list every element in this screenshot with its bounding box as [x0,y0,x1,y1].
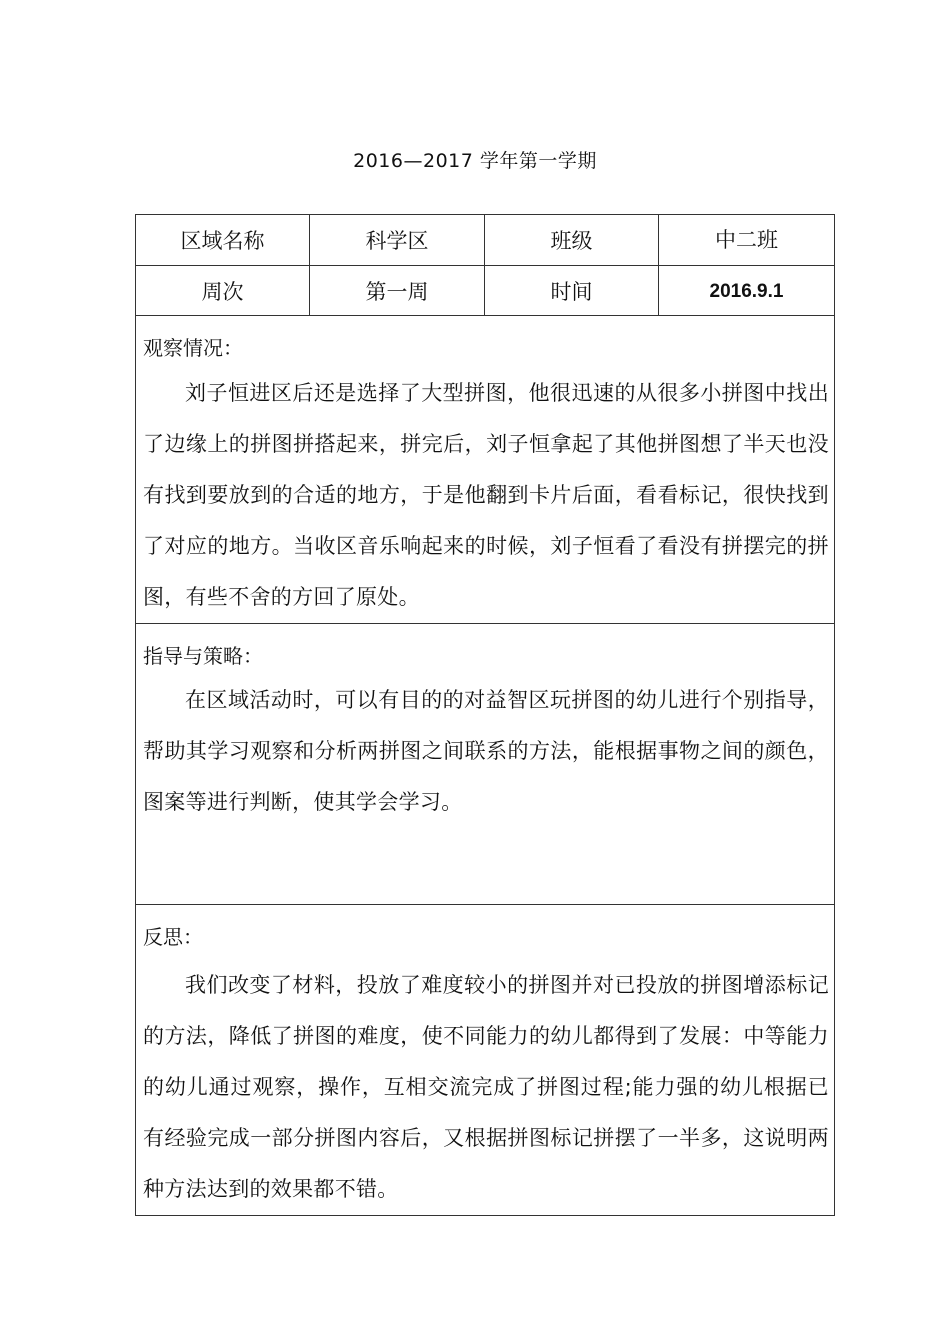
observation-record-table [135,214,835,1216]
cell-label-class: 班级 [485,215,659,266]
observation-label: 观察情况： [143,336,243,360]
section-guidance [136,624,835,905]
cell-value-time: 2016.9.1 [659,266,835,316]
cell-value-week: 第一周 [310,266,485,316]
cell-label-time: 时间 [485,266,659,316]
observation-cell [136,316,835,624]
cell-label-week: 周次 [136,266,310,316]
guidance-text: 在区域活动时，可以有目的的对益智区玩拼图的幼儿进行个别指导，帮助其学习观察和分析两拼图之间联系的方法，能根据事物之间的颜色，图案等进行判断，使其学会学习。 [143,688,829,814]
reflection-text: 我们改变了材料，投放了难度较小的拼图并对已投放的拼图增添标记的方法，降低了拼图的难度，使不同能力的幼儿都得到了发展：中等能力的幼儿通过观察，操作，互相交流完成了拼图过程;能力强的幼儿根据已有经验完成一部分拼图内容后，又根据拼图标记拼摆了一半多，这说明两种方法达到的效果都不错。 [143,973,829,1201]
cell-value-area: 科学区 [310,215,485,266]
guidance-label: 指导与策略： [143,644,263,668]
reflection-label: 反思： [143,925,203,949]
page-title: 2016—2017 学年第一学期 [353,150,597,172]
cell-label-area: 区域名称 [136,215,310,266]
guidance-cell [136,624,835,905]
section-reflection [136,905,835,1216]
observation-text: 刘子恒进区后还是选择了大型拼图，他很迅速的从很多小拼图中找出了边缘上的拼图拼搭起来，拼完后，刘子恒拿起了其他拼图想了半天也没有找到要放到的合适的地方，于是他翻到卡片后面，看看标记，很快找到了对应的地方。当收区音乐响起来的时候，刘子恒看了看没有拼摆完的拼图，有些不舍的方回了原处。 [143,381,829,609]
cell-value-class: 中二班 [659,215,835,266]
reflection-cell [136,905,835,1216]
section-observation [136,316,835,624]
info-row-area-class [136,215,835,266]
info-row-week-time [136,266,835,316]
